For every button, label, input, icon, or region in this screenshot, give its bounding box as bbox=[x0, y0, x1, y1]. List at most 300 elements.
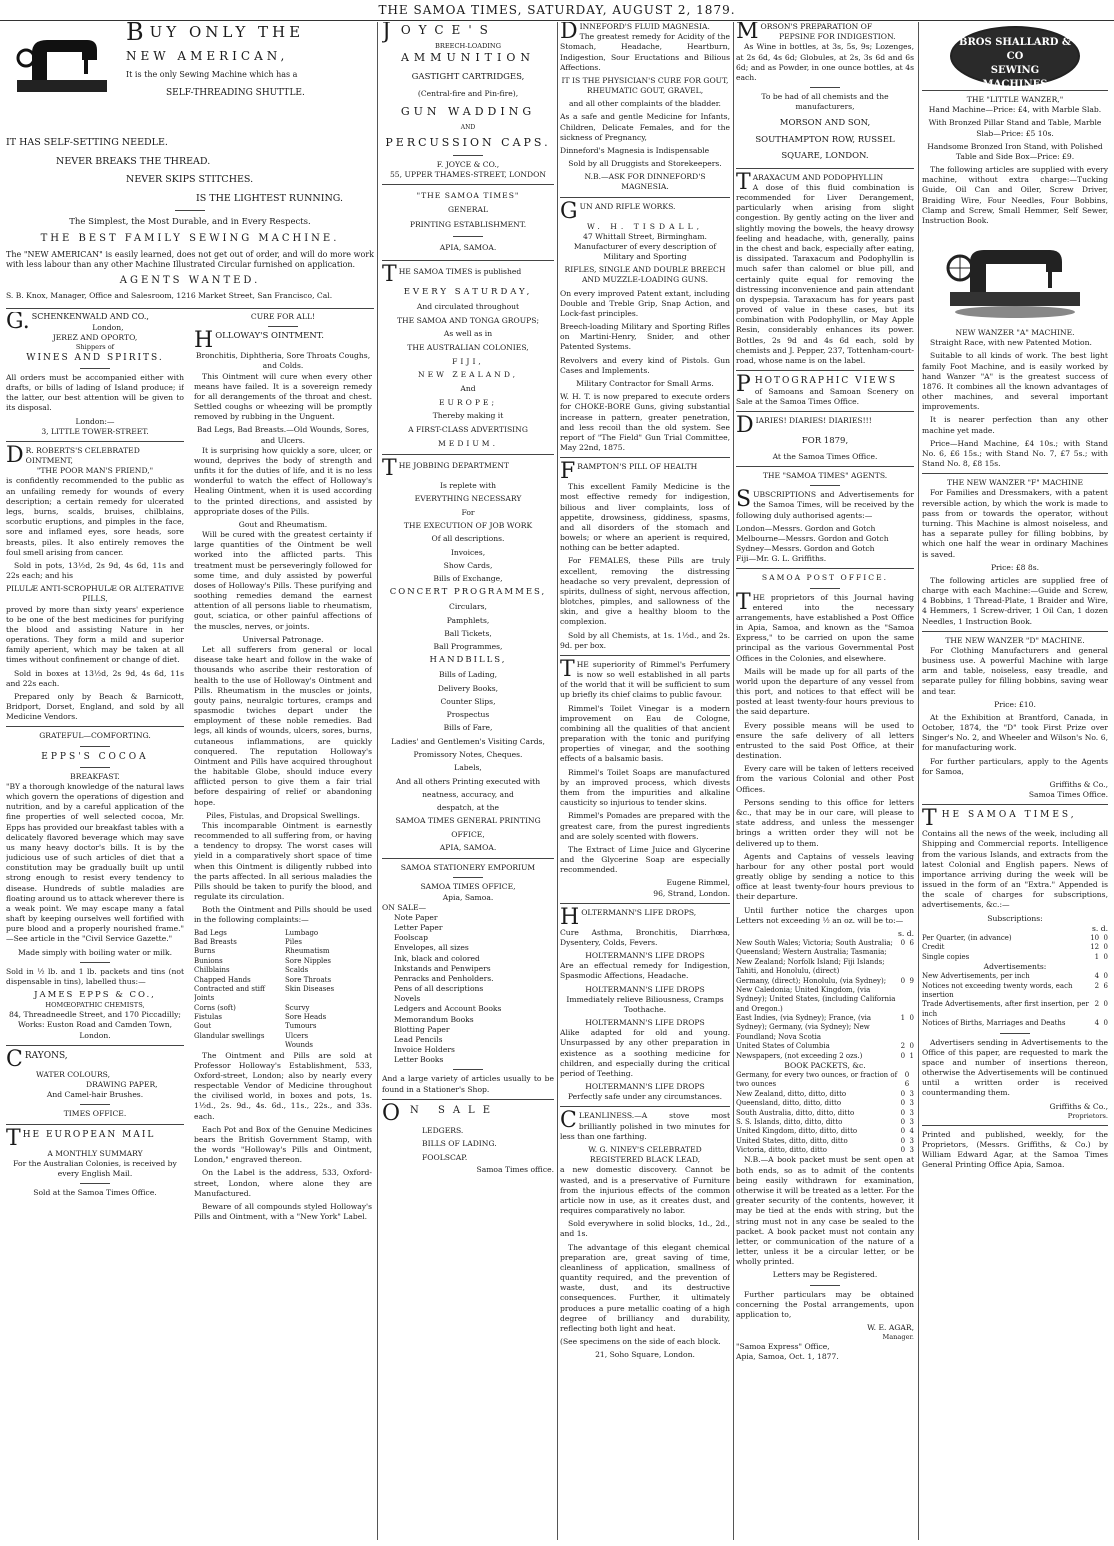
shallard-logo bbox=[950, 26, 1080, 90]
ad-title: IARIES! DIARIES! DIARIES!!! bbox=[755, 416, 872, 426]
ad-text: The "NEW AMERICAN" is easily learned, does not get out of order, and will do more work with less labour than any other Machine Illustrated Circular furnished on application. bbox=[6, 249, 374, 270]
ad-title: EPPS'S COCOA bbox=[41, 751, 149, 762]
rate-value: 1 0 bbox=[900, 1014, 914, 1023]
list-item: Lumbago bbox=[285, 928, 319, 937]
column-3 bbox=[560, 22, 730, 1540]
ad-title: OLLOWAY'S OINTMENT. bbox=[215, 331, 324, 342]
ad-title: THE "SAMOA TIMES" AGENTS. bbox=[762, 471, 888, 480]
rate-row bbox=[736, 1052, 914, 1061]
list-item: Show Cards, bbox=[443, 560, 493, 570]
feature: NEVER SKIPS STITCHES. bbox=[126, 174, 254, 186]
list-item: Sore Nipples bbox=[285, 956, 332, 965]
wanzer-machine-illustration bbox=[940, 232, 1090, 322]
ad-heading: W. H. TISDALL, bbox=[586, 221, 704, 231]
ad-text: Let all sufferers from general or local disease take heart and follow in the wake of thousands who ascribe their restoration of health to the use of Holloway's Ointment and Pills. Rheumatism in the muscles or joints, gouty pains, neuralgic tortures, cramps and spasmodic twiches depart under the employment of these noble remedies. Bad legs, all kinds of wounds, ulcers, sores, burns, cutaneous inflammations, are quickly conquered. The reputation Holloway's Ointment and Pills have acquired throughout the habitable Globe, should induce every afflicted person to give them a fair trial before despairing of relief or abandoning hope. bbox=[194, 644, 372, 807]
ad-text: Sold in boxes at 13½d, 2s 9d, 4s 6d, 11s and 22s each. bbox=[6, 668, 184, 688]
ad-text: W. E. AGAR, bbox=[867, 1323, 914, 1333]
rate-row bbox=[736, 1090, 914, 1099]
ad-text: To be had of all chemists and the manufacturers, bbox=[761, 92, 889, 112]
ad-text: As a safe and gentle Medicine for Infants, Children, Delicate Females, and for the sickness of Pregnancy, bbox=[560, 112, 730, 142]
rate-desc: New South Wales; Victoria; South Australia; Queensland; Western Australia; Tasmania; New Zealand; Norfolk Island; Fiji Islands; Tahiti, and Honolulu, (direct) bbox=[736, 939, 893, 976]
ad-text: And all others Printing executed with bbox=[395, 776, 541, 786]
ad-title: HE SAMOA TIMES, bbox=[941, 810, 1077, 821]
ad-samoa-times-subscriptions bbox=[922, 806, 1108, 1170]
ad-text: This Ointment will cure when every other means have failed. It is a sovereign remedy for all derangements of the throat and chest. Settled coughs or wheezing will be promptly removed by rubbing in the Unguent. bbox=[194, 371, 372, 422]
ad-text: Is replete with bbox=[439, 481, 497, 491]
rate-desc: Single copies bbox=[922, 952, 970, 961]
ad-photographic-views bbox=[736, 372, 914, 407]
list-item: Bills of Fare, bbox=[443, 723, 493, 733]
ad-text: Sydney—Messrs. Gordon and Gotch bbox=[736, 544, 875, 554]
rate-row bbox=[736, 977, 914, 1015]
ad-title: SAMOA STATIONERY EMPORIUM bbox=[400, 863, 536, 873]
ad-title: OLTERMANN'S LIFE DROPS, bbox=[581, 907, 697, 917]
list-item: Pens of all descriptions bbox=[394, 984, 484, 994]
rate-row bbox=[922, 1000, 1108, 1019]
list-item: Bad Breasts bbox=[194, 938, 237, 946]
rate-row bbox=[736, 1099, 914, 1108]
list-item: Penracks and Penholders. bbox=[394, 973, 494, 983]
ad-text: On every improved Patent extant, including Double and Treble Grip, Snap Action, and Lock-fast principles. bbox=[560, 288, 730, 318]
ailments-list bbox=[194, 929, 372, 1051]
ad-heading: HANDBILLS, bbox=[429, 655, 507, 666]
ad-text: At the Exhibition at Brantford, Canada, in October, 1874, the "D" took First Prize over Singer's No. 2, and Wheeler and Wilson's No. 6, for manufacturing work. bbox=[922, 712, 1108, 753]
ad-text: A dose of this fluid combination is recommended for Liver Derangement, particularly when arising from slight congestion. By gently acting on the liver and slightly moving the bowels, the heavy drowsy feeling and headache, with, generally, pains in the chest and back, especially after eating, is dissipated. Taraxacum and Podophyllin is much safer than calomel or blue pill, and certainly quite equal for removing the distressing inconvenience and pain attendant on dyspepsia. Taraxacum has for years past proved of value in these cases, but its combination with Podophyllin, or May Apple Resin, considerably enhances its power. Bottles, 2s 9d and 4s 6d each, sold by chemists and J. Pepper, 237, Tottenham-court-road, whose name is on the label. bbox=[736, 182, 914, 365]
ad-text: London, bbox=[92, 322, 124, 332]
drop-cap: S bbox=[736, 487, 752, 513]
ad-text: EUROPE; bbox=[438, 397, 498, 407]
stationery-list bbox=[382, 913, 554, 1066]
ad-text: Both the Ointment and Pills should be used in the following complaints:— bbox=[194, 905, 372, 925]
ad-text: For FEMALES, these Pills are truly excellent, removing the distressing headache so very prevalent, depression of spirits, dullness of sight, nervous affection, blotches, pimples, and sallowness of the skin, and give a healthy bloom to the complexion. bbox=[560, 556, 730, 627]
ad-title: N SALE bbox=[410, 1104, 498, 1116]
ad-text: (Central-fire and Pin-fire), bbox=[417, 88, 519, 98]
ad-text: On the Label is the address, 533, Oxford-street, London, where alone they are Manufactured. bbox=[194, 1168, 372, 1198]
ad-heading: AGENTS WANTED. bbox=[119, 275, 261, 287]
ad-title: UY ONLY THE bbox=[149, 23, 305, 41]
ad-heading: JAMES EPPS & CO., bbox=[34, 990, 156, 1001]
ad-text: GENERAL bbox=[447, 205, 489, 215]
ad-diaries bbox=[736, 413, 914, 462]
list-item: Letter Paper bbox=[394, 923, 443, 933]
list-item: Chilblains bbox=[194, 966, 230, 975]
ad-text: It is surprising how quickly a sore, ulcer, or wound, deprives the body of strength and unfits it for the duties of life, and it is no less wonderful to watch the effect of Holloway's Healing Ointment, when it is used according to the printed directions, and assisted by appropriate doses of the Pills. bbox=[194, 445, 372, 516]
ad-stationery-emporium bbox=[382, 863, 554, 1095]
ad-text: a new domestic discovery. Cannot be wasted, and is a preservative of Furniture from the injurious effects of the common article now in use, as it creates dust, and requires comparatively no labor. bbox=[560, 1165, 730, 1216]
list-item: Envelopes, all sizes bbox=[394, 943, 469, 953]
ad-text: Sold in ½ lb. and 1 lb. packets and tins (not dispensable in tins), labelled thus:— bbox=[6, 966, 184, 986]
drop-cap: T bbox=[6, 1125, 21, 1151]
rate-desc: New Zealand, ditto, ditto, ditto bbox=[736, 1089, 847, 1098]
ad-text: Melbourne—Messrs. Gordon and Gotch bbox=[736, 533, 889, 543]
column-rule bbox=[733, 22, 734, 1540]
list-item: Sore Throats bbox=[285, 975, 332, 984]
ad-text: Printed and published, weekly, for the Proprietors, (Messrs. Griffiths, & Co.) by William Edward Agar, at the Samoa Times General Printing Office Apia, Samoa. bbox=[922, 1129, 1108, 1170]
rate-value: 0 3 bbox=[900, 1108, 914, 1117]
list-item: Contracted and stiff Joints bbox=[194, 984, 265, 1003]
ad-epps-cocoa bbox=[6, 731, 184, 1040]
ad-text: With Bronzed Pillar Stand and Table, Marble Slab—Price: £5 10s. bbox=[928, 118, 1102, 138]
ad-text: TIMES OFFICE. bbox=[63, 1109, 127, 1119]
ad-text: Sold everywhere in solid blocks, 1d., 2d., and 1s. bbox=[560, 1219, 730, 1239]
ad-heading: Piles, Fistulas, and Dropsical Swellings. bbox=[206, 810, 360, 820]
list-item: Bad Legs bbox=[194, 928, 227, 937]
ad-heading: REGISTERED BLACK LEAD, bbox=[589, 1155, 701, 1165]
ad-text: Price—Hand Machine, £4 10s.; with Stand No. 6, £6 15s.; with Stand No. 7, £7 5s.; with Stand No. 8, £8 15s. bbox=[922, 438, 1108, 469]
ad-text: And bbox=[460, 383, 476, 393]
ad-heading: THE BEST FAMILY SEWING MACHINE. bbox=[40, 233, 340, 245]
ad-text: Alike adapted for old and young. Unsurpassed by any other preparation in existence as a soothing medicine for children, and especially during the critical period of Teething. bbox=[560, 1028, 730, 1078]
list-item: Blotting Paper bbox=[394, 1024, 450, 1034]
rate-value: 0 3 bbox=[900, 1117, 914, 1126]
rate-value: 10 0 bbox=[1090, 934, 1108, 942]
ad-text: EVERYTHING NECESSARY bbox=[414, 494, 522, 504]
ad-heading: HOLTERMANN'S LIFE DROPS bbox=[585, 951, 705, 961]
ad-text: 55, UPPER THAMES-STREET, LONDON bbox=[389, 169, 547, 179]
ad-text: Proprietors. bbox=[1067, 1111, 1108, 1120]
ad-jobbing-department bbox=[382, 456, 554, 854]
ad-text: And a large variety of articles usually to be found in a Stationer's Shop. bbox=[382, 1074, 554, 1094]
list-item: Circulars, bbox=[449, 602, 487, 612]
ad-text: Rimmel's Toilet Soaps are manufactured by an improved process, which divests them from the impurities and alkaline causticity so injurious to tender skins. bbox=[560, 767, 730, 808]
list-item: Bunions bbox=[194, 956, 223, 965]
ad-text: 96, Strand, London. bbox=[653, 888, 730, 898]
ad-text: Until further notice the charges upon Letters not exceeding ½ an oz. will be to:— bbox=[736, 905, 914, 925]
ad-text: The greatest remedy for Acidity of the Stomach, Headache, Heartburn, Indigestion, Sour Eructations and Bilious Affections. bbox=[560, 32, 730, 72]
ad-text: The following articles are supplied free of charge with each Machine:—Guide and Screw, 4 Bobbins, 1 Thread-Plate, 1 Braider and Wire, 4 Hemmers, 1 Screw-driver, 1 Oil Can, 1 dozen Needles, 1 Instruction Book. bbox=[922, 575, 1108, 626]
drop-cap: T bbox=[382, 261, 397, 287]
drop-cap: H bbox=[560, 904, 580, 930]
rate-desc: South Australia, ditto, ditto, ditto bbox=[736, 1108, 855, 1117]
ad-text: THE SAMOA AND TONGA GROUPS; bbox=[396, 315, 540, 325]
ad-text: Thereby making it bbox=[432, 411, 504, 421]
rate-desc: Germany, (direct); Honolulu, (via Sydney); New Caledonia; United Kingdom, (via Sydney); United States, (including California and Oregon.) bbox=[736, 976, 896, 1013]
ad-text: Will be cured with the greatest certainty if large quantities of the Ointment be well worked into the afflicted parts. This treatment must be perseveringly followed for some time, and duly assisted by powerful doses of Holloway's Pills. These purifying and soothing remedies demand the earnest attention of all persons liable to rheumatism, gout, sciatica, or other painful affections of the muscles, nerves, or joints. bbox=[194, 530, 372, 631]
ad-new-american bbox=[6, 22, 374, 304]
column-2 bbox=[382, 22, 554, 1540]
ad-heading: "THE POOR MAN'S FRIEND," bbox=[36, 466, 154, 476]
ad-text: FIJI, bbox=[452, 356, 484, 366]
list-item: Glandular swellings bbox=[194, 1031, 265, 1040]
ad-text: MEDIUM. bbox=[438, 438, 498, 448]
rate-row bbox=[922, 953, 1108, 962]
ad-text: DRAWING PAPER, bbox=[86, 1079, 158, 1089]
drop-cap: T bbox=[382, 456, 397, 482]
ad-text: Eugene Rimmel, bbox=[666, 878, 730, 888]
ad-text: SAMOA TIMES OFFICE, bbox=[420, 882, 516, 892]
rate-desc: New Advertisements, per inch bbox=[922, 972, 1030, 981]
list-item: Invoices, bbox=[450, 547, 486, 557]
ad-roberts bbox=[6, 442, 184, 722]
ad-text: of Samoans and Samoan Scenery on Sale at the Samoa Times Office. bbox=[736, 387, 914, 407]
ad-heading: Gout and Rheumatism. bbox=[238, 519, 328, 529]
list-item: Letter Books bbox=[394, 1055, 444, 1065]
drop-cap: M bbox=[736, 22, 759, 44]
ad-title: "THE SAMOA TIMES" bbox=[416, 190, 520, 200]
ad-title: HOTOGRAPHIC VIEWS bbox=[754, 376, 898, 387]
ad-text: Rimmel's Toilet Vinegar is a modern improvement on Eau de Cologne, combining all the qualities of that ancient preparation with the tonic and purifying properties of vinegar, and the soothing effects of a balsamic basis. bbox=[560, 703, 730, 764]
ad-text: Agents and Captains of vessels leaving harbour for any other postal port would greatly oblige by sending a notice to this office at least twenty-four hours previous to their departure. bbox=[736, 851, 914, 902]
rate-value: 2 0 bbox=[1094, 1000, 1108, 1009]
job-items bbox=[382, 600, 554, 653]
drop-cap: P bbox=[736, 372, 753, 398]
ad-text: Handsome Bronzed Iron Stand, with Polished Table and Side Box—Price: £9. bbox=[927, 141, 1103, 161]
ad-text: ON SALE— bbox=[382, 902, 427, 912]
drop-cap: D bbox=[560, 22, 578, 44]
ad-text: As Wine in bottles, at 3s, 5s, 9s; Lozenges, at 2s 6d, 4s 6d; Globules, at 2s, 3s 6d and 6s 6d; and as Powder, in one ounce bottles, at 4s each. bbox=[736, 42, 914, 82]
column-1a bbox=[6, 312, 184, 1540]
list-item: BILLS OF LADING. bbox=[422, 1139, 497, 1149]
postal-rates-table bbox=[736, 939, 914, 1061]
rate-value: 0 4 bbox=[900, 1127, 914, 1136]
ad-agents bbox=[736, 471, 914, 564]
ad-text: Shippers of bbox=[75, 343, 115, 352]
ad-text: every English Mail. bbox=[57, 1168, 133, 1178]
ad-text: Apia, Samoa. bbox=[442, 892, 494, 902]
list-item: Bills of Lading, bbox=[439, 670, 497, 680]
ad-text: Apia, Samoa, Oct. 1, 1877. bbox=[736, 1352, 839, 1362]
ad-text: UBSCRIPTIONS and Advertisements for the Samoa Times, will be received by the following duly authorised agents:— bbox=[736, 490, 914, 520]
ad-text: s. d. bbox=[1092, 923, 1108, 933]
ad-text: Perfectly safe under any circumstances. bbox=[567, 1092, 723, 1102]
list-item: Wounds bbox=[285, 1041, 314, 1050]
ad-heading: SQUARE, LONDON. bbox=[781, 150, 869, 161]
ad-text: AND bbox=[460, 123, 476, 131]
ad-text: despatch, at the bbox=[436, 803, 500, 813]
list-item: Ulcers bbox=[285, 1031, 309, 1040]
drop-cap: T bbox=[560, 656, 575, 682]
ad-heading: Subscriptions: bbox=[987, 913, 1043, 923]
ad-text: For the Australian Colonies, is received by bbox=[13, 1158, 177, 1168]
rate-row bbox=[736, 1127, 914, 1136]
rate-desc: Credit bbox=[922, 943, 945, 952]
drop-cap: D bbox=[736, 413, 754, 439]
ad-text: This excellent Family Medicine is the most effective remedy for indigestion, bilious and liver complaints, loss of appetite, drowsiness, giddiness, spasms, and all disorders of the stomach and bowels; or where an aperient is required, nothing can be better adapted. bbox=[560, 482, 730, 553]
ad-heading: HOLTERMANN'S LIFE DROPS bbox=[585, 984, 705, 994]
list-item: Sore Heads bbox=[285, 1013, 327, 1021]
ad-text: For bbox=[461, 507, 475, 517]
ad-heading: WINES AND SPIRITS. bbox=[26, 352, 164, 363]
ad-wanzer bbox=[922, 95, 1108, 800]
rate-desc: S. S. Islands, ditto, ditto, ditto bbox=[736, 1117, 843, 1126]
ad-heading: PERCUSSION CAPS. bbox=[385, 135, 551, 149]
ad-text: APIA, SAMOA. bbox=[439, 243, 497, 253]
ad-text: BREECH-LOADING bbox=[435, 42, 501, 50]
ad-text: Straight Race, with new Patented Motion. bbox=[930, 338, 1092, 348]
ad-text: RIFLES, SINGLE AND DOUBLE BREECH AND MUZZLE-LOADING GUNS. bbox=[564, 265, 726, 285]
ad-niney-black-lead bbox=[560, 1108, 730, 1360]
rate-desc: United States of Columbia bbox=[736, 1042, 830, 1051]
ad-title: ARAXACUM AND PODOPHYLLIN bbox=[752, 172, 884, 182]
ad-title: HE EUROPEAN MAIL bbox=[22, 1129, 156, 1140]
on-sale-list bbox=[382, 1124, 554, 1165]
drop-cap: D bbox=[6, 442, 24, 468]
ad-text: At the Samoa Times Office. bbox=[772, 451, 878, 461]
rate-desc: Per Quarter, (in advance) bbox=[922, 934, 1012, 942]
ad-heading: Bronchitis, Diphtheria, Sore Throats Coughs, and Colds. bbox=[195, 351, 371, 371]
rate-row bbox=[736, 1071, 914, 1090]
ad-text: "Samoa Express" Office, bbox=[736, 1342, 830, 1352]
ad-frampton bbox=[560, 459, 730, 651]
ad-text: W. H. T. is now prepared to execute orders for CHOKE-BORE Guns, giving substantial increase in pattern, greater penetration, and less recoil than the old system. See report of "The Field" Gun Trial Committee, May 22nd, 1875. bbox=[560, 392, 730, 453]
ad-text: The Ointment and Pills are sold at Professor Holloway's Establishment, 533, Oxford-street, London; also by nearly every respectable Vendor of Medicine throughout the civilised world, in boxes and pots, 1s. 1½d., 2s. 9d., 4s. 6d., 11s., 22s., and 33s. each. bbox=[194, 1050, 372, 1121]
ad-text: Military Contractor for Small Arms. bbox=[576, 378, 714, 388]
feature: IS THE LIGHTEST RUNNING. bbox=[196, 193, 344, 205]
rate-value: 0 9 bbox=[900, 976, 914, 985]
ad-text: For Families and Dressmakers, with a patent reversible action, by which the work is made to pass from or towards the operator, without turning. This Machine is almost noiseless, and has a separate pulley for filling bobbins, by which one half the wear in ordinary Machines is saved. bbox=[922, 488, 1108, 559]
ad-heading: SOUTHAMPTON ROW, RUSSEL bbox=[755, 134, 895, 145]
ad-title: UN AND RIFLE WORKS. bbox=[579, 201, 676, 211]
drop-cap: F bbox=[560, 459, 576, 485]
rate-value: 0 6 bbox=[900, 939, 914, 948]
ad-title: R. ROBERTS'S CELEBRATED OINTMENT, bbox=[25, 445, 140, 466]
ad-text: Sold by all Druggists and Storekeepers. bbox=[568, 159, 722, 169]
drop-cap: O bbox=[382, 1100, 409, 1126]
ad-text: NEW ZEALAND, bbox=[417, 370, 519, 380]
list-item: Ball Programmes, bbox=[433, 642, 503, 652]
ad-heading: MORSON AND SON, bbox=[779, 118, 871, 129]
ad-title: HE JOBBING DEPARTMENT bbox=[398, 461, 510, 471]
list-item: Skin Diseases bbox=[285, 984, 335, 993]
list-item: Labels, bbox=[454, 763, 482, 773]
drop-cap: T bbox=[736, 589, 751, 615]
ad-heading: Bad Legs, Bad Breasts.—Old Wounds, Sores, and Ulcers. bbox=[196, 425, 370, 445]
drop-cap: B bbox=[126, 22, 148, 46]
ad-heading: AMMUNITION bbox=[400, 50, 536, 64]
ad-text: Manager. bbox=[882, 1333, 914, 1342]
list-item: Tumours bbox=[285, 1022, 317, 1031]
ad-text: and all other complaints of the bladder. bbox=[569, 99, 721, 109]
job-items bbox=[382, 546, 554, 586]
ad-heading: PILULÆ ANTI-SCROPHULÆ OR ALTERATIVE PILLS, bbox=[6, 584, 184, 604]
rate-row bbox=[736, 1014, 914, 1042]
rate-value: 2 6 bbox=[1094, 981, 1108, 990]
ad-european-mail bbox=[6, 1125, 184, 1199]
list-item: Promissory Notes, Cheques. bbox=[413, 749, 523, 759]
ad-text: It is the only Sewing Machine which has a bbox=[126, 70, 298, 80]
ad-title: RAYONS, bbox=[24, 1050, 68, 1061]
ad-heading: A MONTHLY SUMMARY bbox=[47, 1148, 143, 1158]
advertisement-rates-table bbox=[922, 972, 1108, 1028]
ad-text: The Simplest, the Most Durable, and in Every Respects. bbox=[69, 216, 311, 227]
ad-text: The advantage of this elegant chemical preparation are, great saving of time, cleanliness of application, smallness of quantity required, and the prevention of waste, dust, and its destructive consequences. Further, it ultimately produces a pure metallic coating of a high degree of brilliancy and durability, reflecting both light and heat. bbox=[560, 1242, 730, 1333]
ad-text: IT IS THE PHYSICIAN'S CURE FOR GOUT, RHEUMATIC GOUT, GRAVEL, bbox=[561, 75, 729, 96]
ad-text: 3, LITTLE TOWER-STREET. bbox=[41, 426, 149, 436]
ad-text: London—Messrs. Gordon and Gotch bbox=[736, 523, 876, 533]
ad-heading: GUN WADDING bbox=[400, 105, 536, 119]
ad-joyce bbox=[382, 22, 554, 180]
ad-text: Rimmel's Pomades are prepared with the greatest care, from the purest ingredients and are solely scented with flowers. bbox=[560, 811, 730, 841]
ad-text: For Clothing Manufacturers and general business use. A powerful Machine with large arm and table, noiseless, easy treadle, and separate pulley for filling bobbins, saving wear and tear. bbox=[922, 645, 1108, 696]
ad-heading: CURE FOR ALL! bbox=[250, 312, 316, 321]
ad-title: NEW AMERICAN, bbox=[126, 49, 289, 64]
ad-text: Sold at the Samoa Times Office. bbox=[33, 1188, 157, 1198]
ad-heading: Universal Patronage. bbox=[242, 634, 324, 644]
ad-text: s. d. bbox=[898, 928, 914, 938]
ad-text: London:— bbox=[75, 416, 115, 426]
ad-holtermann bbox=[560, 904, 730, 1103]
list-item: Memorandum Books bbox=[394, 1014, 474, 1024]
list-item: Ball Tickets, bbox=[444, 628, 492, 638]
ad-text: HOMŒOPATHIC CHEMISTS, bbox=[45, 1001, 145, 1010]
ad-text: Samoa Times office. bbox=[476, 1164, 554, 1174]
ad-title: HE SAMOA TIMES is published bbox=[398, 266, 522, 276]
rate-row bbox=[922, 972, 1108, 981]
ad-text: SAMOA TIMES GENERAL PRINTING bbox=[395, 816, 541, 826]
ad-title: SAMOA POST OFFICE. bbox=[761, 573, 889, 583]
rate-value: 0 1 bbox=[900, 1051, 914, 1060]
column-rule bbox=[918, 22, 919, 1540]
list-item: Inkstands and Penwipers bbox=[394, 963, 491, 973]
ad-text: SELF-THREADING SHUTTLE. bbox=[166, 87, 305, 98]
rate-row bbox=[922, 1019, 1108, 1028]
ad-text: Beware of all compounds styled Holloway's Pills and Ointment, with a "New York" Label. bbox=[194, 1201, 372, 1222]
ad-text: 84, Threadneedle Street, and 170 Piccadilly; Works: Euston Road and Camden Town, London. bbox=[9, 1010, 181, 1040]
logo-text: MACHINES bbox=[982, 79, 1048, 90]
ad-text: Manufacturer of every description of Military and Sporting bbox=[573, 241, 717, 262]
list-item: Note Paper bbox=[394, 912, 438, 922]
ad-text: And Camel-hair Brushes. bbox=[46, 1090, 144, 1100]
ad-text: Revolvers and every kind of Pistols. Gun Cases and Implements. bbox=[560, 355, 730, 375]
rate-value: 4 0 bbox=[1094, 1019, 1108, 1028]
ad-text: Advertisers sending in Advertisements to the Office of this paper, are requested to mark the space and number of insertions thereon, otherwise the Advertisements will be continued until a written order is received countermanding them. bbox=[922, 1037, 1108, 1098]
list-item: Ladies' and Gentlemen's Visiting Cards, bbox=[391, 736, 545, 746]
list-item: Fistulas bbox=[194, 1013, 223, 1021]
ad-text: Price: £10. bbox=[994, 699, 1036, 709]
list-item: Foolscap bbox=[394, 933, 428, 943]
list-item: Gout bbox=[194, 1022, 212, 1031]
ad-text: APIA, SAMOA. bbox=[439, 842, 497, 852]
ad-text: THE AUSTRALIAN COLONIES, bbox=[407, 342, 529, 352]
ad-text: Cure Asthma, Bronchitis, Diarrhœa, Dysentery, Colds, Fevers. bbox=[560, 927, 730, 947]
ad-holloway bbox=[194, 312, 372, 1222]
rate-value: 2 0 bbox=[900, 1042, 914, 1051]
list-item: FOOLSCAP. bbox=[422, 1153, 468, 1163]
ad-text: Of all descriptions. bbox=[431, 534, 505, 544]
ad-text: The Extract of Lime Juice and Glycerine and the Glycerine Soap are especially recommended. bbox=[560, 844, 730, 875]
ad-text: Each Pot and Box of the Genuine Medicines bears the British Government Stamp, with the words "Holloway's Pills and Ointment, London," engraved thereon. bbox=[194, 1124, 372, 1165]
ad-text: LEANLINESS.—A stove most brilliantly polished in two minutes for less than one farthing. bbox=[560, 1111, 730, 1141]
column-1b bbox=[194, 312, 372, 1540]
list-item: Pamphlets, bbox=[446, 615, 490, 625]
drop-cap: H bbox=[194, 328, 214, 354]
ad-text: Immediately relieve Biliousness, Cramps Toothache. bbox=[566, 994, 724, 1014]
ad-samoa-times-published bbox=[382, 261, 554, 451]
ad-text: PRINTING ESTABLISHMENT. bbox=[409, 219, 527, 229]
subscription-rates-table bbox=[922, 934, 1108, 962]
job-items bbox=[382, 668, 554, 774]
rate-desc: Germany, for every two ounces, or fraction of two ounces bbox=[736, 1071, 898, 1089]
ad-text: All orders must be accompanied either with drafts, or bills of lading of Island produce; if the latter, our best attention will be given to its disposal. bbox=[6, 372, 184, 413]
ad-text: Made simply with boiling water or milk. bbox=[17, 947, 173, 957]
rate-value: 0 3 bbox=[900, 1146, 914, 1155]
ad-heading: CONCERT PROGRAMMES, bbox=[389, 587, 547, 598]
ad-text: Price: £8 8s. bbox=[990, 562, 1040, 572]
ad-text: Every care will be taken of letters received from the various Colonial and other Post Offices. bbox=[736, 764, 914, 794]
rate-value: 0 3 bbox=[900, 1136, 914, 1145]
list-item: Scurvy bbox=[285, 1003, 310, 1012]
ad-printing-establishment bbox=[382, 189, 554, 256]
rate-value: 0 3 bbox=[900, 1099, 914, 1108]
ad-text: THE EXECUTION OF JOB WORK bbox=[403, 521, 533, 530]
ad-text: Prepared only by Beach & Barnicott, Bridport, Dorset, England, and sold by all Medicine Vendors. bbox=[6, 691, 184, 722]
list-item: LEDGERS. bbox=[422, 1125, 464, 1135]
rate-value: 1 0 bbox=[1094, 952, 1108, 961]
rate-value: 0 3 bbox=[900, 1089, 914, 1098]
ad-crayons bbox=[6, 1046, 184, 1120]
ad-text: Fiji—Mr. G. L. Griffiths. bbox=[736, 554, 827, 564]
ad-heading: HOLTERMANN'S LIFE DROPS bbox=[585, 1082, 705, 1092]
